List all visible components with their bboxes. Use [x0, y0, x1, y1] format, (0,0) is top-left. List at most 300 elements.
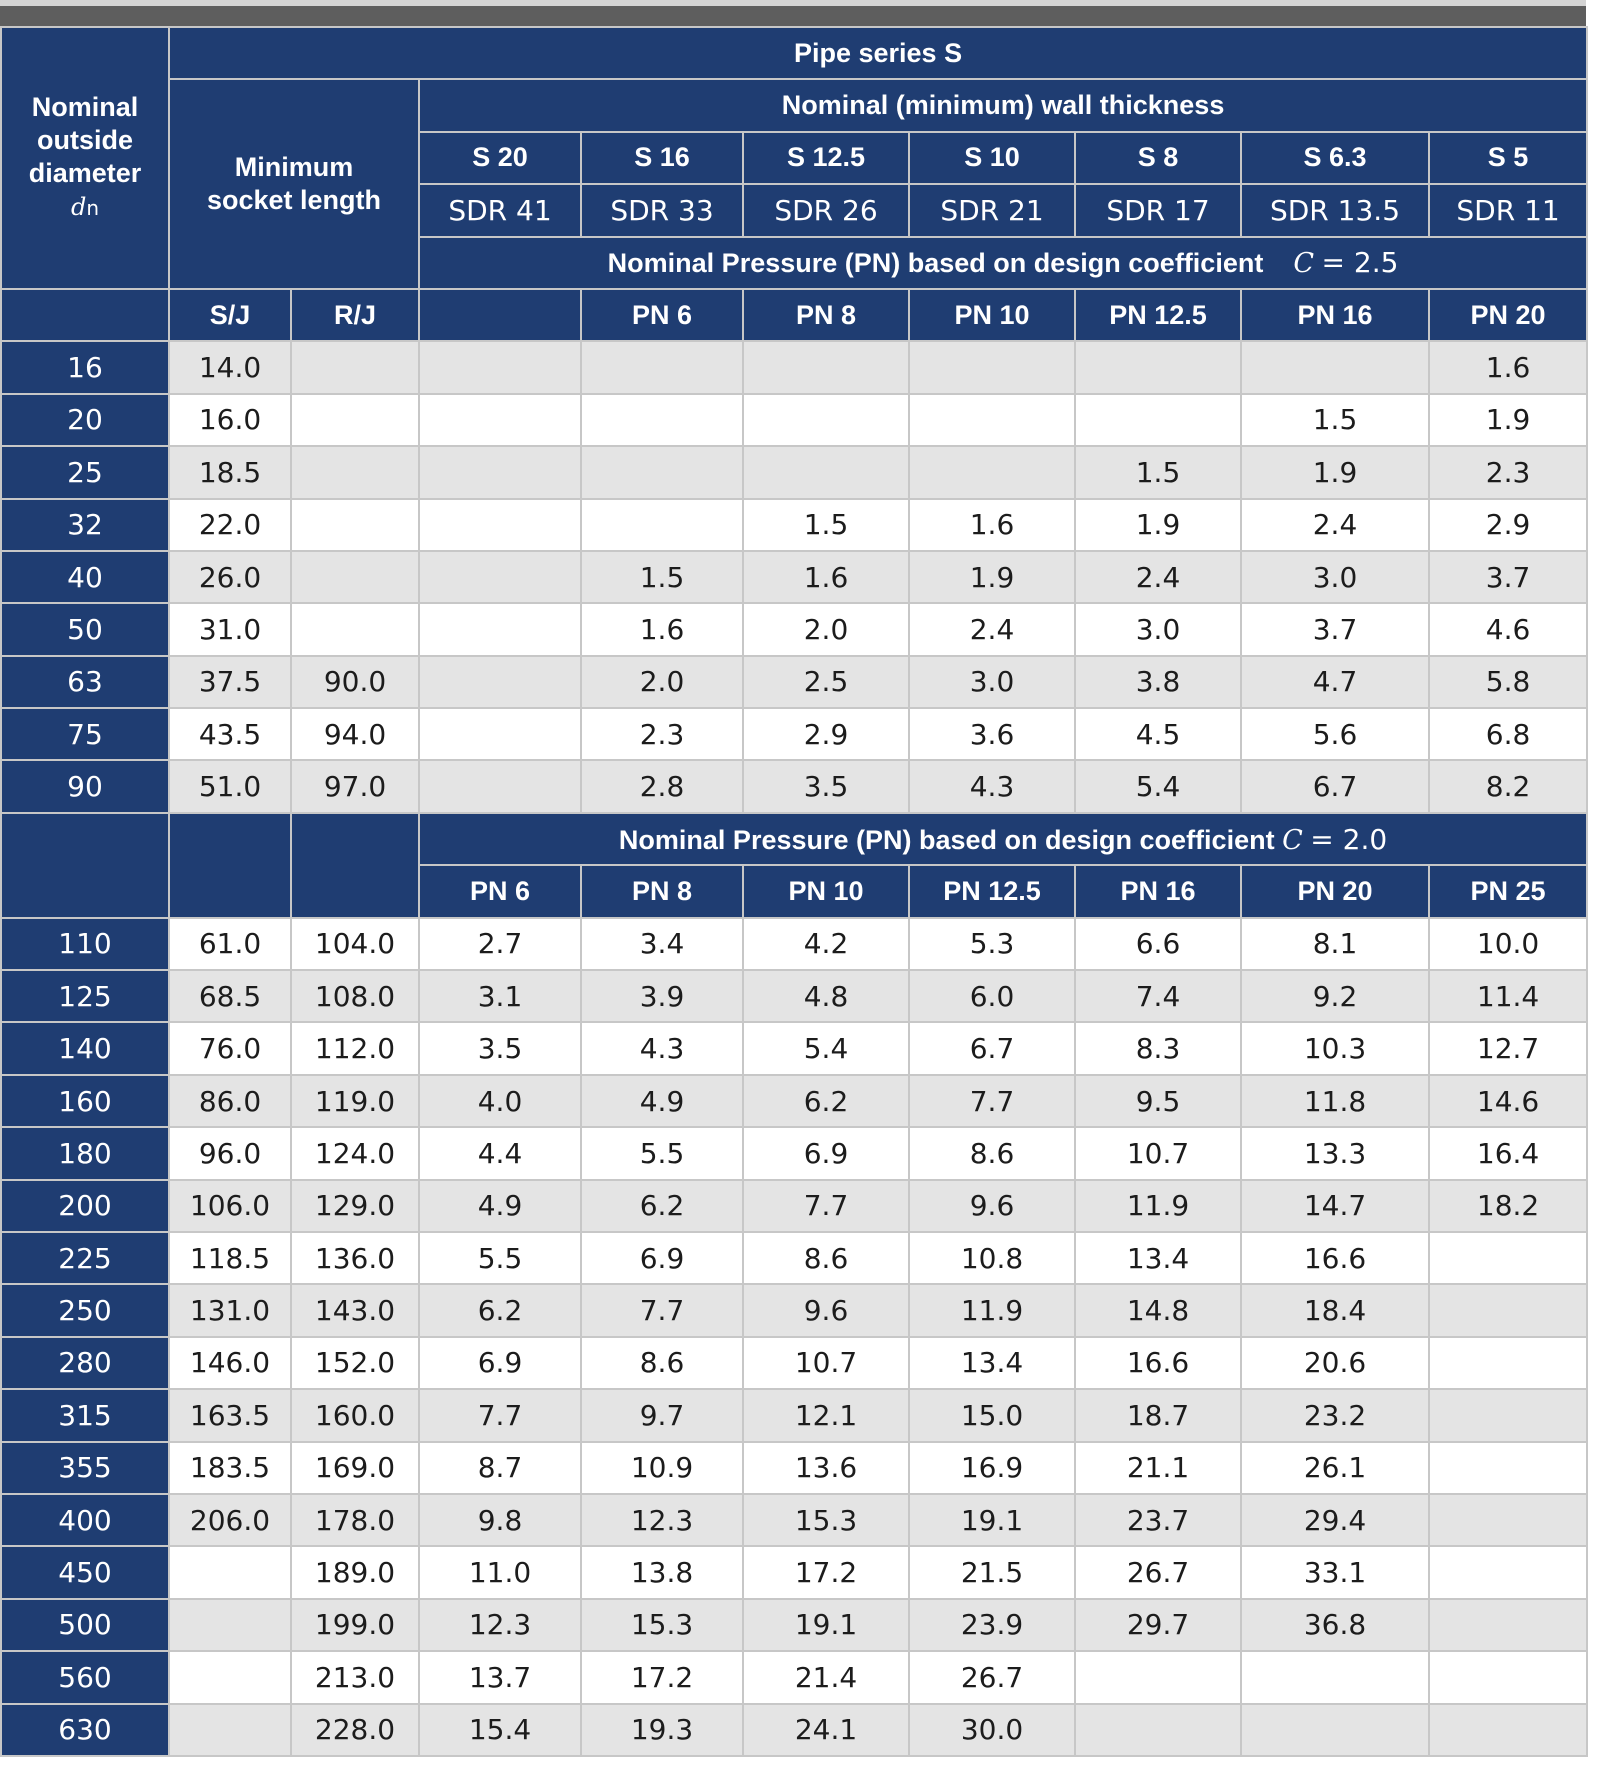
socket-length-cell: 104.0	[291, 918, 419, 970]
wall-thickness-cell: 8.7	[419, 1442, 581, 1494]
nominal-diameter-cell: 180	[1, 1127, 169, 1179]
socket-length-cell: 129.0	[291, 1180, 419, 1232]
wall-thickness-cell: 12.3	[419, 1599, 581, 1651]
socket-length-cell: 96.0	[169, 1127, 291, 1179]
wall-thickness-cell: 6.9	[743, 1127, 909, 1179]
nominal-diameter-cell: 400	[1, 1494, 169, 1546]
pipe-series-12.5: S 12.5	[743, 132, 909, 184]
socket-length-cell: 143.0	[291, 1284, 419, 1336]
wall-thickness-cell	[1241, 1651, 1429, 1703]
wall-thickness-cell	[1429, 1442, 1587, 1494]
wall-thickness-cell: 2.3	[1429, 446, 1587, 498]
pn-header: PN 16	[1241, 289, 1429, 341]
socket-length-cell: 163.5	[169, 1389, 291, 1441]
wall-thickness-cell: 26.7	[909, 1651, 1075, 1703]
wall-thickness-cell: 21.5	[909, 1546, 1075, 1598]
pipe-series-8: S 8	[1075, 132, 1241, 184]
socket-length-cell: 106.0	[169, 1180, 291, 1232]
wall-thickness-cell: 4.3	[581, 1022, 743, 1074]
sdr-41: SDR 41	[419, 184, 581, 236]
wall-thickness-cell: 13.6	[743, 1442, 909, 1494]
wall-thickness-cell: 4.3	[909, 760, 1075, 812]
wall-thickness-cell: 19.1	[743, 1599, 909, 1651]
wall-thickness-cell: 21.4	[743, 1651, 909, 1703]
wall-thickness-cell	[743, 394, 909, 446]
wall-thickness-cell: 10.7	[743, 1337, 909, 1389]
wall-thickness-cell: 18.2	[1429, 1180, 1587, 1232]
wall-thickness-cell	[581, 394, 743, 446]
wall-thickness-cell: 3.4	[581, 918, 743, 970]
wall-thickness-cell: 14.6	[1429, 1075, 1587, 1127]
socket-length-cell: 68.5	[169, 970, 291, 1022]
wall-thickness-cell: 10.9	[581, 1442, 743, 1494]
table-row	[1, 341, 1587, 393]
top-title-bar	[0, 6, 1586, 26]
wall-thickness-cell	[1429, 1651, 1587, 1703]
wall-thickness-cell: 12.7	[1429, 1022, 1587, 1074]
table-row	[1, 1494, 1587, 1546]
wall-thickness-cell	[1075, 1651, 1241, 1703]
table-row	[1, 603, 1587, 655]
socket-length-cell: 119.0	[291, 1075, 419, 1127]
wall-thickness-cell: 13.8	[581, 1546, 743, 1598]
pipe-series-16: S 16	[581, 132, 743, 184]
wall-thickness-cell: 26.1	[1241, 1442, 1429, 1494]
wall-thickness-cell	[1075, 1704, 1241, 1756]
nominal-diameter-cell: 25	[1, 446, 169, 498]
socket-length-cell: 131.0	[169, 1284, 291, 1336]
wall-thickness-cell	[419, 394, 581, 446]
pn-header: PN 12.5	[909, 865, 1075, 917]
wall-thickness-cell: 4.9	[419, 1180, 581, 1232]
wall-thickness-cell: 19.1	[909, 1494, 1075, 1546]
wall-thickness-cell: 6.2	[419, 1284, 581, 1336]
wall-thickness-cell: 14.8	[1075, 1284, 1241, 1336]
socket-length-cell: 14.0	[169, 341, 291, 393]
wall-thickness-cell	[419, 499, 581, 551]
wall-thickness-cell: 8.6	[581, 1337, 743, 1389]
wall-thickness-cell: 13.4	[909, 1337, 1075, 1389]
wall-thickness-cell	[1075, 341, 1241, 393]
wall-thickness-cell: 12.1	[743, 1389, 909, 1441]
pn-header: PN 8	[743, 289, 909, 341]
socket-length-cell: 97.0	[291, 760, 419, 812]
nominal-diameter-cell: 280	[1, 1337, 169, 1389]
pn-header: PN 10	[909, 289, 1075, 341]
wall-thickness-cell	[1429, 1337, 1587, 1389]
wall-thickness-cell: 2.9	[743, 708, 909, 760]
wall-thickness-cell	[419, 603, 581, 655]
wall-thickness-cell	[1241, 341, 1429, 393]
nominal-diameter-cell: 90	[1, 760, 169, 812]
wall-thickness-cell: 2.4	[1075, 551, 1241, 603]
wall-thickness-cell: 6.2	[581, 1180, 743, 1232]
wall-thickness-cell: 3.7	[1429, 551, 1587, 603]
wall-thickness-cell: 18.7	[1075, 1389, 1241, 1441]
socket-length-cell: 31.0	[169, 603, 291, 655]
wall-thickness-cell: 2.5	[743, 656, 909, 708]
wall-thickness-cell: 3.6	[909, 708, 1075, 760]
wall-thickness-cell: 33.1	[1241, 1546, 1429, 1598]
wall-thickness-cell: 16.4	[1429, 1127, 1587, 1179]
wall-thickness-cell: 4.5	[1075, 708, 1241, 760]
wall-thickness-cell: 16.6	[1241, 1232, 1429, 1284]
pn-header: PN 20	[1241, 865, 1429, 917]
table-row	[1, 760, 1587, 812]
wall-thickness-cell: 10.8	[909, 1232, 1075, 1284]
wall-thickness-cell: 1.9	[1429, 394, 1587, 446]
nominal-diameter-cell: 250	[1, 1284, 169, 1336]
wall-thickness-cell	[1241, 1704, 1429, 1756]
socket-length-cell: 206.0	[169, 1494, 291, 1546]
wall-thickness-cell: 9.5	[1075, 1075, 1241, 1127]
table-row	[1, 1022, 1587, 1074]
wall-thickness-cell: 2.4	[1241, 499, 1429, 551]
wall-thickness-cell: 11.8	[1241, 1075, 1429, 1127]
sdr-33: SDR 33	[581, 184, 743, 236]
socket-length-cell	[291, 499, 419, 551]
socket-length-cell	[291, 341, 419, 393]
wall-thickness-cell: 17.2	[581, 1651, 743, 1703]
wall-thickness-cell: 6.9	[581, 1232, 743, 1284]
socket-length-cell: 136.0	[291, 1232, 419, 1284]
wall-thickness-cell: 6.7	[909, 1022, 1075, 1074]
wall-thickness-cell: 19.3	[581, 1704, 743, 1756]
nominal-diameter-cell: 355	[1, 1442, 169, 1494]
wall-thickness-cell: 5.4	[743, 1022, 909, 1074]
pn-header: PN 8	[581, 865, 743, 917]
sdr-13.5: SDR 13.5	[1241, 184, 1429, 236]
wall-thickness-cell	[1429, 1546, 1587, 1598]
wall-thickness-cell: 6.0	[909, 970, 1075, 1022]
socket-length-cell: 183.5	[169, 1442, 291, 1494]
wall-thickness-cell: 9.8	[419, 1494, 581, 1546]
wall-thickness-cell	[909, 394, 1075, 446]
wall-thickness-cell: 5.3	[909, 918, 1075, 970]
nominal-diameter-cell: 16	[1, 341, 169, 393]
pn-header-empty	[419, 289, 581, 341]
wall-thickness-cell: 13.7	[419, 1651, 581, 1703]
socket-length-cell	[291, 446, 419, 498]
wall-thickness-cell: 15.0	[909, 1389, 1075, 1441]
design-coefficient-label-2: Nominal Pressure (PN) based on design coefficient C = 2.0	[419, 813, 1587, 865]
wall-thickness-cell: 21.1	[1075, 1442, 1241, 1494]
wall-thickness-cell: 36.8	[1241, 1599, 1429, 1651]
pn-header: PN 20	[1429, 289, 1587, 341]
socket-length-cell: 199.0	[291, 1599, 419, 1651]
socket-length-cell	[169, 1651, 291, 1703]
wall-thickness-cell: 20.6	[1241, 1337, 1429, 1389]
wall-thickness-cell: 8.6	[909, 1127, 1075, 1179]
wall-thickness-cell: 6.6	[1075, 918, 1241, 970]
sdr-26: SDR 26	[743, 184, 909, 236]
wall-thickness-cell: 1.6	[1429, 341, 1587, 393]
wall-thickness-cell: 11.0	[419, 1546, 581, 1598]
wall-thickness-cell: 26.7	[1075, 1546, 1241, 1598]
nominal-diameter-cell: 20	[1, 394, 169, 446]
nominal-diameter-cell: 63	[1, 656, 169, 708]
wall-thickness-cell: 3.7	[1241, 603, 1429, 655]
wall-thickness-cell: 4.8	[743, 970, 909, 1022]
table-row	[1, 656, 1587, 708]
wall-thickness-cell: 5.4	[1075, 760, 1241, 812]
pn-header: PN 16	[1075, 865, 1241, 917]
wall-thickness-cell: 2.0	[743, 603, 909, 655]
wall-thickness-cell	[419, 446, 581, 498]
wall-thickness-cell	[1075, 394, 1241, 446]
wall-thickness-cell: 10.3	[1241, 1022, 1429, 1074]
socket-length-header-spacer	[291, 813, 419, 918]
wall-thickness-cell: 1.9	[909, 551, 1075, 603]
wall-thickness-header: Nominal (minimum) wall thickness	[419, 79, 1587, 131]
wall-thickness-cell: 12.3	[581, 1494, 743, 1546]
socket-length-cell	[291, 551, 419, 603]
wall-thickness-cell: 8.3	[1075, 1022, 1241, 1074]
wall-thickness-cell	[743, 341, 909, 393]
socket-length-cell: 213.0	[291, 1651, 419, 1703]
socket-length-cell	[169, 1546, 291, 1598]
sdr-11: SDR 11	[1429, 184, 1587, 236]
wall-thickness-cell: 15.3	[743, 1494, 909, 1546]
wall-thickness-cell: 8.2	[1429, 760, 1587, 812]
pn-header: PN 12.5	[1075, 289, 1241, 341]
socket-length-cell	[291, 603, 419, 655]
wall-thickness-cell	[419, 708, 581, 760]
wall-thickness-cell	[419, 551, 581, 603]
socket-length-cell: 43.5	[169, 708, 291, 760]
socket-length-cell	[291, 394, 419, 446]
pipe-series-5: S 5	[1429, 132, 1587, 184]
wall-thickness-cell: 9.6	[743, 1284, 909, 1336]
wall-thickness-cell: 1.5	[743, 499, 909, 551]
wall-thickness-cell: 4.2	[743, 918, 909, 970]
socket-length-cell: 146.0	[169, 1337, 291, 1389]
socket-length-cell: 169.0	[291, 1442, 419, 1494]
wall-thickness-cell: 4.0	[419, 1075, 581, 1127]
socket-length-cell: 94.0	[291, 708, 419, 760]
wall-thickness-cell	[581, 341, 743, 393]
wall-thickness-cell	[581, 499, 743, 551]
wall-thickness-cell: 9.2	[1241, 970, 1429, 1022]
socket-length-cell: 152.0	[291, 1337, 419, 1389]
pn-header: PN 25	[1429, 865, 1587, 917]
nominal-diameter-cell: 630	[1, 1704, 169, 1756]
wall-thickness-cell: 4.7	[1241, 656, 1429, 708]
table-row	[1, 551, 1587, 603]
wall-thickness-cell: 2.4	[909, 603, 1075, 655]
nominal-diameter-cell: 560	[1, 1651, 169, 1703]
socket-length-cell: 22.0	[169, 499, 291, 551]
nominal-diameter-cell: 315	[1, 1389, 169, 1441]
wall-thickness-cell: 5.6	[1241, 708, 1429, 760]
nominal-diameter-cell: 225	[1, 1232, 169, 1284]
wall-thickness-cell: 2.0	[581, 656, 743, 708]
wall-thickness-cell: 15.3	[581, 1599, 743, 1651]
socket-length-cell: 26.0	[169, 551, 291, 603]
wall-thickness-cell: 9.7	[581, 1389, 743, 1441]
wall-thickness-cell: 8.1	[1241, 918, 1429, 970]
header-text: diameter	[28, 157, 142, 188]
wall-thickness-cell	[1429, 1284, 1587, 1336]
wall-thickness-cell: 14.7	[1241, 1180, 1429, 1232]
wall-thickness-cell: 11.9	[909, 1284, 1075, 1336]
wall-thickness-cell: 17.2	[743, 1546, 909, 1598]
socket-length-cell: 228.0	[291, 1704, 419, 1756]
table-row	[1, 1546, 1587, 1598]
header-text: outside	[36, 124, 133, 155]
wall-thickness-cell: 3.0	[1241, 551, 1429, 603]
pipe-dimensions-table	[0, 26, 1588, 1757]
wall-thickness-cell: 4.9	[581, 1075, 743, 1127]
wall-thickness-cell: 6.8	[1429, 708, 1587, 760]
header-text: Minimum	[234, 152, 354, 183]
wall-thickness-cell: 6.9	[419, 1337, 581, 1389]
table-row	[1, 1337, 1587, 1389]
wall-thickness-cell: 7.7	[743, 1180, 909, 1232]
wall-thickness-cell: 3.5	[419, 1022, 581, 1074]
pipe-series-6.3: S 6.3	[1241, 132, 1429, 184]
socket-length-cell: 18.5	[169, 446, 291, 498]
wall-thickness-cell: 1.5	[1075, 446, 1241, 498]
socket-length-cell: 86.0	[169, 1075, 291, 1127]
wall-thickness-cell: 3.9	[581, 970, 743, 1022]
table-row	[1, 446, 1587, 498]
socket-length-cell: 16.0	[169, 394, 291, 446]
wall-thickness-cell: 10.7	[1075, 1127, 1241, 1179]
wall-thickness-cell: 13.3	[1241, 1127, 1429, 1179]
wall-thickness-cell	[1429, 1704, 1587, 1756]
wall-thickness-cell: 5.8	[1429, 656, 1587, 708]
nominal-diameter-cell: 40	[1, 551, 169, 603]
wall-thickness-cell: 3.8	[1075, 656, 1241, 708]
wall-thickness-cell: 24.1	[743, 1704, 909, 1756]
nominal-outside-diameter-header	[1, 27, 169, 289]
wall-thickness-cell	[1429, 1599, 1587, 1651]
wall-thickness-cell: 13.4	[1075, 1232, 1241, 1284]
table-row	[1, 1180, 1587, 1232]
wall-thickness-cell: 16.6	[1075, 1337, 1241, 1389]
wall-thickness-cell: 11.4	[1429, 970, 1587, 1022]
pipe-series-10: S 10	[909, 132, 1075, 184]
table-row	[1, 1284, 1587, 1336]
table-row	[1, 1651, 1587, 1703]
nominal-diameter-cell: 75	[1, 708, 169, 760]
wall-thickness-cell: 2.3	[581, 708, 743, 760]
wall-thickness-cell	[419, 341, 581, 393]
wall-thickness-cell: 30.0	[909, 1704, 1075, 1756]
table-row	[1, 918, 1587, 970]
wall-thickness-cell: 8.6	[743, 1232, 909, 1284]
wall-thickness-cell	[419, 760, 581, 812]
pn-header: PN 6	[581, 289, 743, 341]
wall-thickness-cell: 3.5	[743, 760, 909, 812]
socket-length-cell	[169, 1599, 291, 1651]
wall-thickness-cell: 23.2	[1241, 1389, 1429, 1441]
socket-length-cell: 61.0	[169, 918, 291, 970]
table-row	[1, 1442, 1587, 1494]
wall-thickness-cell: 3.1	[419, 970, 581, 1022]
wall-thickness-cell	[909, 341, 1075, 393]
socket-length-cell: 108.0	[291, 970, 419, 1022]
wall-thickness-cell: 18.4	[1241, 1284, 1429, 1336]
socket-length-cell: 37.5	[169, 656, 291, 708]
wall-thickness-cell: 5.5	[419, 1232, 581, 1284]
table-row	[1, 499, 1587, 551]
wall-thickness-cell: 6.7	[1241, 760, 1429, 812]
wall-thickness-cell: 10.0	[1429, 918, 1587, 970]
table-row	[1, 394, 1587, 446]
sdr-21: SDR 21	[909, 184, 1075, 236]
socket-length-cell: 118.5	[169, 1232, 291, 1284]
wall-thickness-cell: 3.0	[1075, 603, 1241, 655]
wall-thickness-cell	[1429, 1494, 1587, 1546]
wall-thickness-cell: 3.0	[909, 656, 1075, 708]
wall-thickness-cell	[581, 446, 743, 498]
nominal-diameter-cell: 200	[1, 1180, 169, 1232]
design-coefficient-label-1: Nominal Pressure (PN) based on design coefficient C = 2.5	[419, 237, 1587, 289]
nominal-diameter-cell: 450	[1, 1546, 169, 1598]
wall-thickness-cell: 1.6	[581, 603, 743, 655]
pipe-series-20: S 20	[419, 132, 581, 184]
wall-thickness-cell	[1429, 1232, 1587, 1284]
nominal-diameter-cell: 125	[1, 970, 169, 1022]
socket-type-rj: R/J	[291, 289, 419, 341]
socket-length-header-spacer	[169, 813, 291, 918]
pn-header: PN 6	[419, 865, 581, 917]
socket-length-cell: 51.0	[169, 760, 291, 812]
table-row	[1, 1389, 1587, 1441]
wall-thickness-cell	[743, 446, 909, 498]
socket-length-cell	[169, 1704, 291, 1756]
wall-thickness-cell: 1.9	[1241, 446, 1429, 498]
wall-thickness-cell: 2.8	[581, 760, 743, 812]
wall-thickness-cell: 7.7	[909, 1075, 1075, 1127]
nominal-diameter-header-spacer	[1, 813, 169, 918]
socket-length-cell: 160.0	[291, 1389, 419, 1441]
wall-thickness-cell: 5.5	[581, 1127, 743, 1179]
wall-thickness-cell: 4.6	[1429, 603, 1587, 655]
nominal-diameter-cell: 500	[1, 1599, 169, 1651]
wall-thickness-cell: 4.4	[419, 1127, 581, 1179]
socket-length-cell: 124.0	[291, 1127, 419, 1179]
table-row	[1, 1704, 1587, 1756]
table-row	[1, 1075, 1587, 1127]
wall-thickness-cell: 2.7	[419, 918, 581, 970]
wall-thickness-cell: 15.4	[419, 1704, 581, 1756]
wall-thickness-cell: 7.4	[1075, 970, 1241, 1022]
table-row	[1, 708, 1587, 760]
socket-length-cell: 112.0	[291, 1022, 419, 1074]
wall-thickness-cell: 7.7	[581, 1284, 743, 1336]
wall-thickness-cell: 9.6	[909, 1180, 1075, 1232]
socket-length-cell: 178.0	[291, 1494, 419, 1546]
wall-thickness-cell: 11.9	[1075, 1180, 1241, 1232]
table-row	[1, 1127, 1587, 1179]
wall-thickness-cell: 16.9	[909, 1442, 1075, 1494]
sdr-17: SDR 17	[1075, 184, 1241, 236]
nominal-diameter-cell: 160	[1, 1075, 169, 1127]
wall-thickness-cell	[909, 446, 1075, 498]
socket-length-cell: 76.0	[169, 1022, 291, 1074]
wall-thickness-cell: 2.9	[1429, 499, 1587, 551]
nominal-diameter-header-spacer	[1, 289, 169, 341]
nominal-diameter-cell: 32	[1, 499, 169, 551]
minimum-socket-length-header	[169, 79, 419, 289]
dn-symbol: dn	[70, 192, 100, 221]
wall-thickness-cell	[419, 656, 581, 708]
nominal-diameter-cell: 110	[1, 918, 169, 970]
header-text: Nominal	[31, 91, 139, 122]
